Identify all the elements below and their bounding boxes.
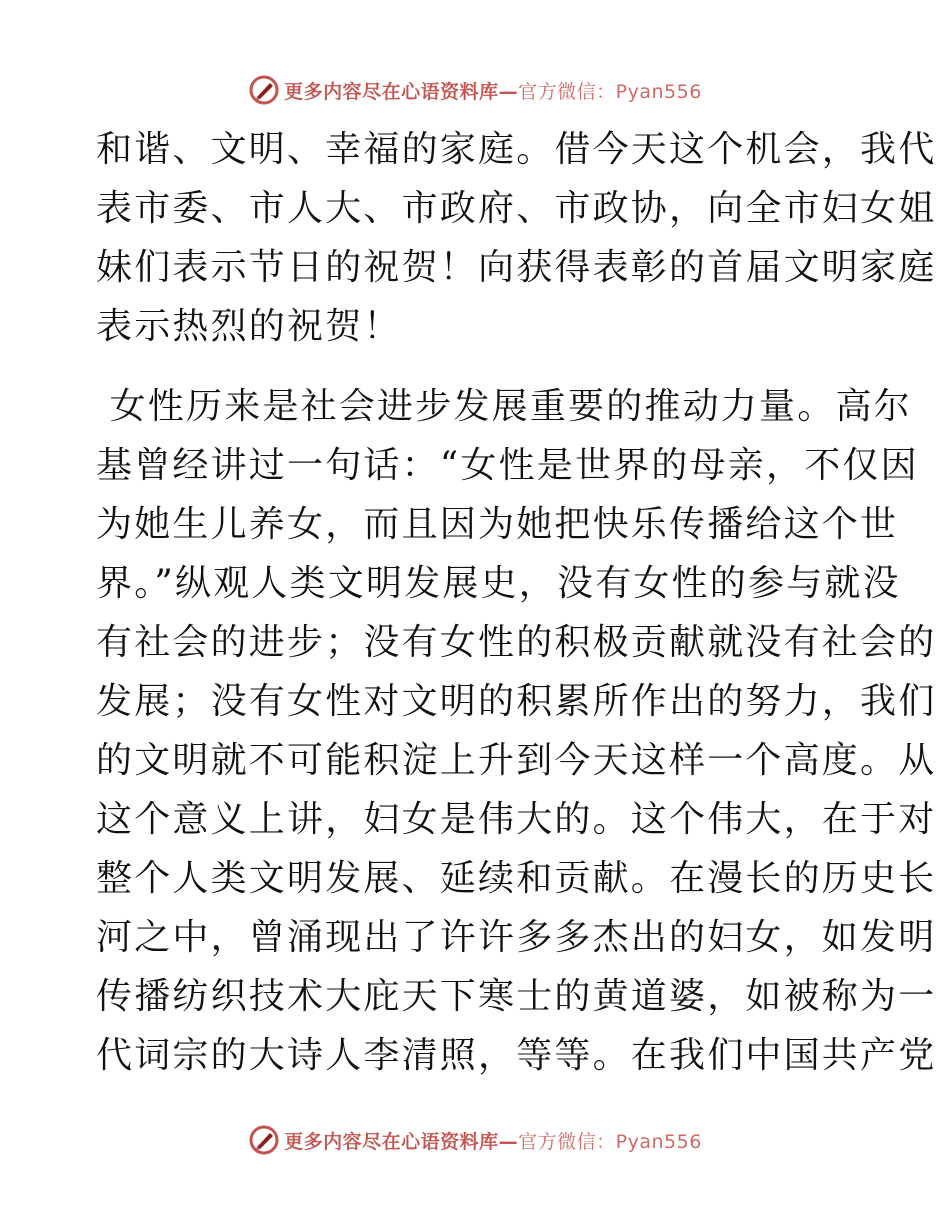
text-line: 表市委、市人大、市政府、市政协，向全市妇女姐 xyxy=(96,188,937,229)
paragraph-1 xyxy=(96,120,937,356)
footer-banner xyxy=(0,1120,950,1160)
footer-contact: 官方微信：Pyan556 xyxy=(518,1130,702,1153)
text-line: 传播纺织技术大庇天下寒士的黄道婆，如被称为一 xyxy=(96,976,937,1017)
text-line: 表示热烈的祝贺！ xyxy=(96,306,402,347)
text-line: 有社会的进步；没有女性的积极贡献就没有社会的 xyxy=(96,622,937,663)
header-contact: 官方微信：Pyan556 xyxy=(518,80,702,103)
header-banner-text xyxy=(284,77,702,104)
text-line: 整个人类文明发展、延续和贡献。在漫长的历史长 xyxy=(96,858,937,899)
footer-brand: 更多内容尽在心语资料库— xyxy=(284,1130,519,1153)
text-line: 这个意义上讲，妇女是伟大的。这个伟大，在于对 xyxy=(96,799,937,840)
text-line: 河之中，曾涌现出了许许多多杰出的妇女，如发明 xyxy=(96,917,937,958)
paragraph-2 xyxy=(96,377,937,1085)
text-line: 发展；没有女性对文明的积累所作出的努力，我们 xyxy=(96,681,937,722)
paragraph-gap xyxy=(96,356,856,377)
text-line: 界。”纵观人类文明发展史，没有女性的参与就没 xyxy=(96,563,901,604)
header-banner xyxy=(0,70,950,110)
footer-banner-text xyxy=(284,1127,702,1154)
text-line: 和谐、文明、幸福的家庭。借今天这个机会，我代 xyxy=(96,129,937,170)
text-line: 基曾经讲过一句话：“女性是世界的母亲，不仅因 xyxy=(96,445,919,486)
text-line: 妹们表示节日的祝贺！向获得表彰的首届文明家庭 xyxy=(96,247,937,288)
text-line: 代词宗的大诗人李清照，等等。在我们中国共产党 xyxy=(96,1035,937,1076)
pen-logo-icon xyxy=(248,1124,280,1156)
text-line: 的文明就不可能积淀上升到今天这样一个高度。从 xyxy=(96,740,937,781)
header-brand: 更多内容尽在心语资料库— xyxy=(284,80,519,103)
document-body xyxy=(96,120,937,1085)
pen-logo-icon xyxy=(248,74,280,106)
text-line: 为她生儿养女，而且因为她把快乐传播给这个世 xyxy=(96,504,899,545)
text-line: 女性历来是社会进步发展重要的推动力量。高尔 xyxy=(96,386,912,427)
